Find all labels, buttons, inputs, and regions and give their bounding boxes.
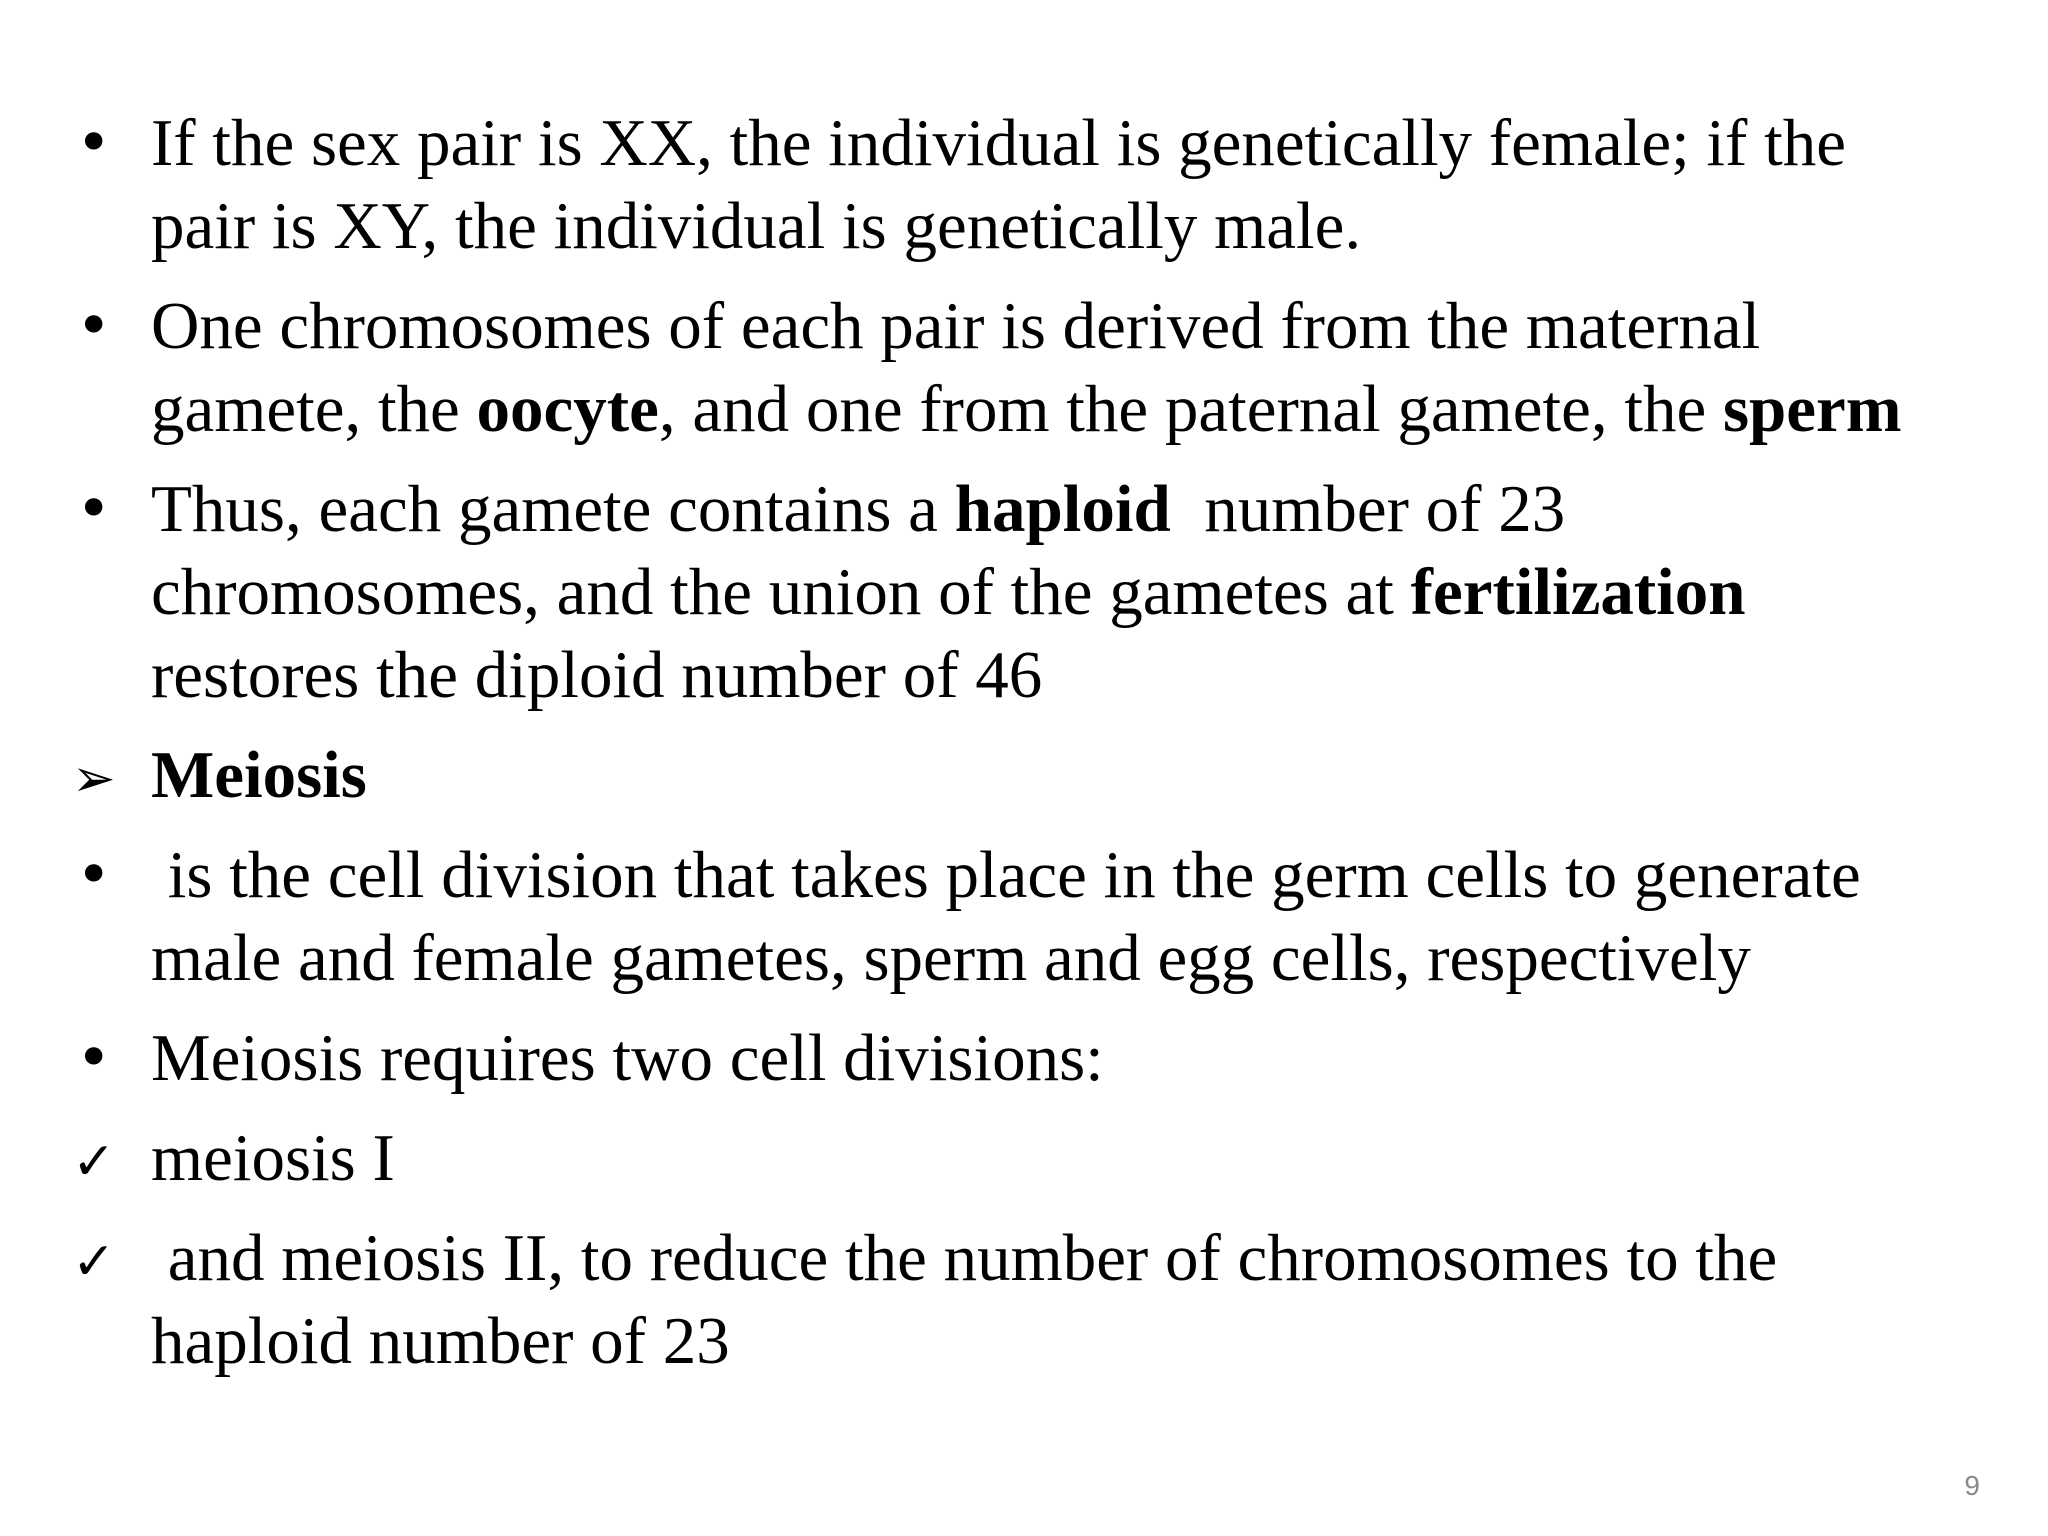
list-item: [66, 1017, 1946, 1100]
text-segment: number of 23 chromosomes, and the union of the gametes at: [151, 472, 1582, 629]
arrow-bullet-icon: ➢: [72, 749, 116, 809]
checkmark-icon: ✓: [72, 1132, 116, 1192]
list-item-text: [151, 1121, 395, 1195]
list-item: [66, 468, 1946, 717]
bullet-icon: •: [76, 108, 112, 178]
text-segment: , and one from the paternal gamete, the: [658, 372, 1723, 446]
page-number: 9: [1964, 1470, 1980, 1501]
list-item-text: [151, 838, 1878, 995]
text-segment: Meiosis requires two cell divisions:: [151, 1021, 1104, 1095]
heading-meiosis: Meiosis: [151, 738, 367, 812]
term-sperm: sperm: [1722, 372, 1902, 446]
list-item-text: [151, 1021, 1104, 1095]
list-item-text: [151, 472, 1746, 712]
list-item-text: [151, 106, 1846, 263]
bullet-icon: •: [76, 840, 112, 910]
text-segment: Thus, each gamete contains a: [151, 472, 955, 546]
bullet-icon: •: [76, 474, 112, 544]
term-haploid: haploid: [954, 472, 1171, 546]
term-oocyte: oocyte: [476, 372, 659, 446]
bullet-icon: •: [76, 1023, 112, 1093]
bullet-icon: •: [76, 291, 112, 361]
text-segment: meiosis I: [151, 1121, 395, 1195]
term-fertilization: fertilization: [1410, 555, 1746, 629]
text-segment: and meiosis II, to reduce the number of chromosomes to the haploid number of 23: [151, 1221, 1794, 1378]
text-segment: is the cell division that takes place in the germ cells to generate male and female gametes, sperm and egg cells, respectively: [151, 838, 1878, 995]
list-item: [66, 734, 1946, 817]
text-segment: If the sex pair is XX, the individual is genetically female; if the pair is XY, the individual is genetically male.: [151, 106, 1846, 263]
list-item: [66, 102, 1946, 268]
text-segment: restores the diploid number of 46: [151, 638, 1043, 712]
list-item: [66, 1117, 1946, 1200]
text-segment: One chromosomes of each pair is derived from the maternal gamete, the: [151, 289, 1761, 446]
checkmark-icon: ✓: [72, 1232, 116, 1292]
list-item-text: [151, 289, 1902, 446]
list-item: [66, 285, 1946, 451]
list-item-text: [151, 1221, 1794, 1378]
slide-body: [66, 102, 1946, 1400]
list-item: [66, 834, 1946, 1000]
list-item: [66, 1217, 1946, 1383]
section-heading: [151, 738, 367, 812]
